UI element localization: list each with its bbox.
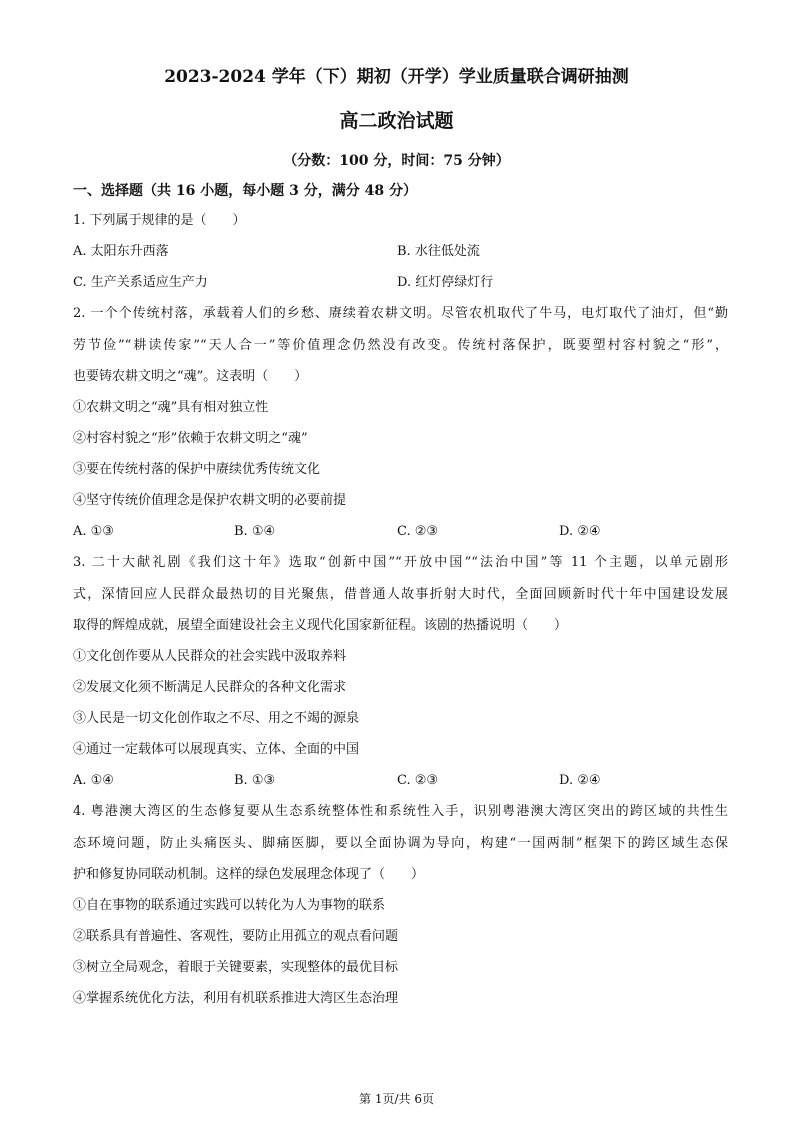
q4-stem-line: 4. 粤港澳大湾区的生态修复要从生态系统整体性和系统性入手，识别粤港澳大湾区突出的跨区域的共性生 (73, 804, 728, 819)
q3-option-b: B. ①③ (234, 773, 276, 788)
q3-option-a: A. ①④ (73, 773, 114, 788)
q4-stem-line: 护和修复协同联动机制。这样的绿色发展理念体现了（ ） (73, 867, 425, 882)
q2-stem-line: 劳节俭”“耕读传家”“天人合一”等价值理念仍然没有改变。传统村落保护，既要塑村容村貌之“形”， (73, 338, 728, 353)
q3-item: ③人民是一切文化创作取之不尽、用之不竭的源泉 (73, 711, 360, 726)
q2-stem-line: 也要铸农耕文明之“魂”。这表明（ ） (73, 369, 308, 384)
exam-title: 2023-2024 学年（下）期初（开学）学业质量联合调研抽测 (164, 67, 629, 87)
q2-option-a: A. ①③ (73, 524, 114, 539)
q3-stem-line: 式，深情回应人民群众最热切的目光聚焦，借普通人故事折射大时代，全面回顾新时代十年中国建设发展 (73, 587, 728, 602)
q2-option-c: C. ②③ (397, 524, 439, 539)
q4-stem-line: 态环境问题，防止头痛医头、脚痛医脚，要以全面协调为导向，构建“一国两制”框架下的跨区域生态保 (73, 836, 728, 851)
q2-option-b: B. ①④ (234, 524, 276, 539)
section-heading: 一、选择题（共 16 小题，每小题 3 分，满分 48 分） (73, 183, 417, 199)
q3-item: ①文化创作要从人民群众的社会实践中汲取养料 (73, 649, 347, 664)
q2-item: ④坚守传统价值理念是保护农耕文明的必要前提 (73, 493, 347, 508)
page-footer: 第 1页/共 6页 (359, 1092, 434, 1106)
q1-option-a: A. 太阳东升西落 (73, 244, 169, 259)
q4-item: ③树立全局观念，着眼于关键要素，实现整体的最优目标 (73, 960, 399, 975)
q2-item: ①农耕文明之“魂”具有相对独立性 (73, 400, 269, 415)
q4-item: ①自在事物的联系通过实践可以转化为人为事物的联系 (73, 898, 386, 913)
q3-option-c: C. ②③ (397, 773, 439, 788)
q1-option-b: B. 水往低处流 (397, 244, 480, 259)
q2-item: ③要在传统村落的保护中赓续优秀传统文化 (73, 462, 321, 477)
q1-stem: 1. 下列属于规律的是（ ） (73, 213, 246, 228)
q3-stem-line: 3. 二十大献礼剧《我们这十年》选取“创新中国”“开放中国”“法治中国”等 11 个主题，以单元剧形 (73, 555, 728, 570)
exam-info: （分数：100 分，时间：75 分钟） (283, 153, 510, 169)
exam-subject: 高二政治试题 (339, 110, 454, 132)
q1-option-d: D. 红灯停绿灯行 (397, 275, 494, 290)
q4-item: ②联系具有普遍性、客观性，要防止用孤立的观点看问题 (73, 929, 399, 944)
q2-option-d: D. ②④ (559, 524, 601, 539)
q4-item: ④掌握系统优化方法，利用有机联系推进大湾区生态治理 (73, 991, 399, 1006)
q2-item: ②村容村貌之“形”依赖于农耕文明之“魂” (73, 431, 308, 446)
q1-option-c: C. 生产关系适应生产力 (73, 275, 208, 290)
q3-item: ②发展文化须不断满足人民群众的各种文化需求 (73, 680, 347, 695)
q3-option-d: D. ②④ (559, 773, 601, 788)
q3-stem-line: 取得的辉煌成就，展望全面建设社会主义现代化国家新征程。该剧的热播说明（ ） (73, 618, 568, 633)
q2-stem-line: 2. 一个个传统村落，承载着人们的乡愁、赓续着农耕文明。尽管农机取代了牛马，电灯取代了油灯，但“勤 (73, 306, 728, 321)
q3-item: ④通过一定载体可以展现真实、立体、全面的中国 (73, 742, 360, 757)
